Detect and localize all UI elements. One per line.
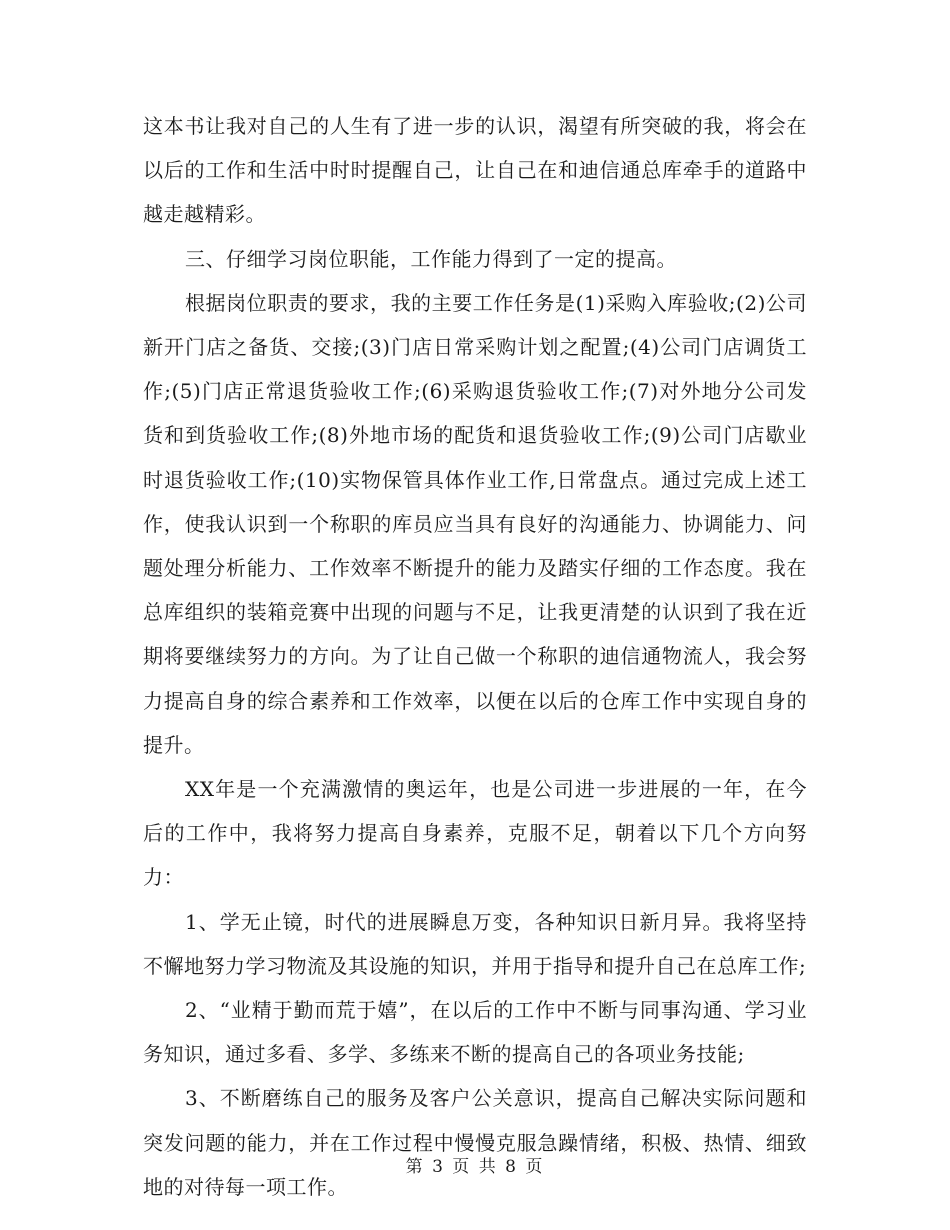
document-body xyxy=(143,104,807,1209)
paragraph-2: 三、仔细学习岗位职能，工作能力得到了一定的提高。 xyxy=(185,246,677,271)
paragraph-3: 根据岗位职责的要求，我的主要工作任务是(1)采购入库验收;(2)公司新开门店之备货、交接;(3)门店日常采购计划之配置;(4)公司门店调货工作;(5)门店正常退货验收工作;(6)采购退货验收工作;(7)对外地分公司发货和到货验收工作;(8)外地市场的配货和退货验收工作;(9)公司门店歇业时退货验收工作;(10)实物保管具体作业工作,日常盘点。通过完成上述工作，使我认识到一个称职的库员应当具有良好的沟通能力、协调能力、问题处理分析能力、工作效率不断提升的能力及踏实仔细的工作态度。我在总库组织的装箱竞赛中出现的问题与不足，让我更清楚的认识到了我在近期将要继续努力的方向。为了让自己做一个称职的迪信通物流人，我会努力提高自身的综合素养和工作效率，以便在以后的仓库工作中实现自身的提升。 xyxy=(143,290,807,757)
paragraph-1: 这本书让我对自己的人生有了进一步的认识，渴望有所突破的我，将会在以后的工作和生活中时时提醒自己，让自己在和迪信通总库牵手的道路中越走越精彩。 xyxy=(143,114,807,227)
paragraph-4: XX年是一个充满激情的奥运年，也是公司进一步进展的一年，在今后的工作中，我将努力提高自身素养，克服不足，朝着以下几个方向努力： xyxy=(143,777,807,890)
paragraph-6: 2、“业精于勤而荒于嬉”，在以后的工作中不断与同事沟通、学习业务知识，通过多看、多学、多练来不断的提高自己的各项业务技能; xyxy=(143,998,807,1067)
paragraph-7: 3、不断磨练自己的服务及客户公关意识，提高自己解决实际问题和突发问题的能力，并在工作过程中慢慢克服急躁情绪，积极、热情、细致地的对待每一项工作。 xyxy=(143,1086,807,1199)
page-number-footer: 第 3 页 共 8 页 xyxy=(405,1157,545,1177)
paragraph-5: 1、学无止镜，时代的进展瞬息万变，各种知识日新月异。我将坚持不懈地努力学习物流及其设施的知识，并用于指导和提升自己在总库工作; xyxy=(143,909,807,978)
